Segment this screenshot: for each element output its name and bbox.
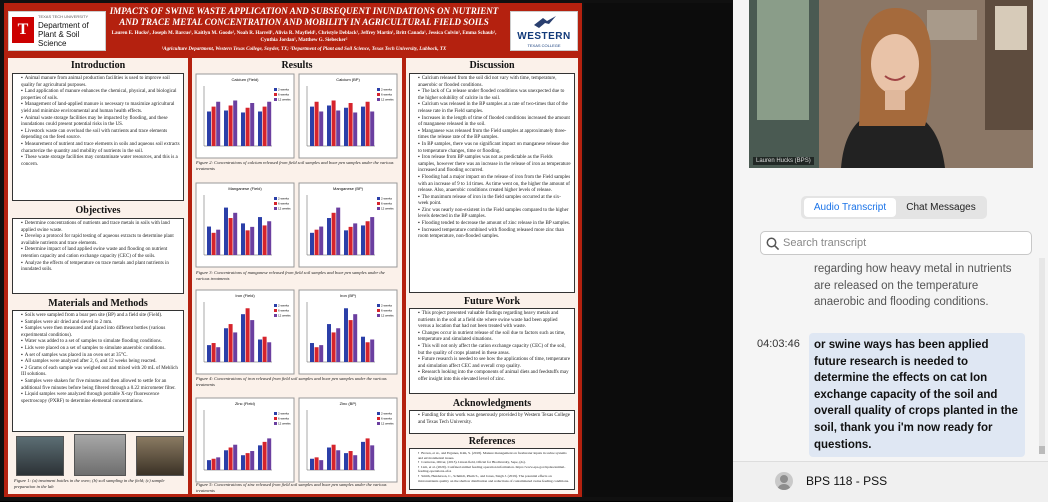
- chart-bar: [361, 337, 365, 362]
- chart-bar: [353, 314, 357, 362]
- figure-2-caption: Figure 2: Concentrations of calcium released from field soil samples and boar pen samples under the various treatments: [196, 160, 394, 171]
- legend-swatch: [274, 93, 277, 96]
- legend-swatch: [377, 98, 380, 101]
- poster-affiliation: ¹Agriculture Department, Western Texas College, Snyder, TX; ²Department of Plant and Soil Science, Texas Tech University, Lubbock, TX: [161, 47, 447, 52]
- chart-bar: [250, 451, 254, 470]
- chart-bar: [349, 103, 353, 146]
- chart-bar: [319, 460, 323, 470]
- chart-bar: [207, 460, 211, 470]
- legend-label: 12 weeks: [278, 97, 291, 102]
- presenter-video: [749, 0, 1033, 168]
- chart-bar: [216, 347, 220, 362]
- legend-label: 6 weeks: [381, 92, 393, 97]
- legend-label: 6 weeks: [381, 308, 393, 313]
- chart-bar: [361, 442, 365, 470]
- bullet-item: ▪ Changes occur in nutrient release of the soil due to factors such as time, temperature and simulated situations.: [418, 331, 571, 344]
- bullet-item: ▪ Water was added to a set of samples to simulate flooding conditions.: [21, 339, 180, 346]
- bar-chart: [299, 74, 397, 158]
- chart-bar: [212, 233, 216, 255]
- bullet-item: ▪ Animal waste storage facilities may be impacted by flooding, and these inundations could present potential risks in the US.: [21, 116, 180, 129]
- chart-bar: [267, 438, 271, 470]
- methods-box: [12, 310, 184, 432]
- bullet-item: ▪ Iron release from BP samples was not as predictable as the Fields samples, however there was an increase in the release of iron as temperature increased and flooding occurred.: [418, 155, 571, 175]
- chart-bar: [263, 225, 267, 255]
- eagle-icon: [533, 15, 557, 29]
- chart-bar: [366, 221, 370, 255]
- bullet-item: ▪ Measurement of nutrient and trace elements in soils and aqueous soil extracts characterize the quantity and mobility of nutrients in the soil.: [21, 142, 180, 155]
- search-transcript-input[interactable]: [760, 231, 1032, 255]
- bullet-item: ▪ The maximum release of iron in the field samples occurred at the six-week point.: [418, 195, 571, 208]
- figure-3-caption: Figure 3: Concentrations of manganese released from field soil samples and boar pen samples under the various treatments: [196, 270, 385, 281]
- legend-swatch: [377, 417, 380, 420]
- chart-bar: [224, 450, 228, 470]
- legend-label: 6 weeks: [381, 201, 393, 206]
- legend-swatch: [377, 412, 380, 415]
- chart-bar: [224, 208, 228, 255]
- panel-tabs: [801, 196, 987, 219]
- chart-bar: [332, 445, 336, 470]
- chart-bar: [353, 455, 357, 470]
- legend-swatch: [274, 412, 277, 415]
- poster-header: [4, 3, 582, 65]
- bullet-item: ▪ In BP samples, there was no significant impact on manganese release due to temperature changes, time or flooding.: [418, 142, 571, 155]
- bullet-item: ▪ Samples were shaken for five minutes and then allowed to settle for an additional five minutes before being filtered through a 0.22 micrometer filter.: [21, 379, 180, 392]
- poster-right-column: [406, 58, 578, 494]
- legend-label: 12 weeks: [278, 421, 291, 426]
- chart-title: Zinc (BP): [339, 401, 357, 406]
- chart-title: Calcium (Field): [231, 77, 259, 82]
- legend-label: 2 weeks: [381, 87, 393, 92]
- legend-swatch: [274, 202, 277, 205]
- chart-bar: [216, 102, 220, 146]
- chart-bar: [267, 221, 271, 255]
- figure-5-caption: Figure 5: Concentrations of zinc released from field soil samples and boar pen samples under the various treatments: [196, 482, 387, 493]
- legend-label: 2 weeks: [381, 411, 393, 416]
- legend-label: 2 weeks: [278, 196, 290, 201]
- legend-label: 12 weeks: [278, 313, 291, 318]
- chart-bar: [263, 107, 267, 146]
- chart-bar: [370, 217, 374, 255]
- chart-bar: [233, 100, 237, 146]
- chart-bar: [310, 343, 314, 362]
- chart-bar: [366, 438, 370, 470]
- bullet-item: ▪ Develop a protocol for rapid testing of aqueous extracts to determine plant available nutrients and trace elements.: [21, 234, 180, 247]
- bullet-item: ▪ Calcium released from the soil did not vary with time, temperature, anaerobic or flooded conditions.: [418, 76, 571, 89]
- video-name-label: Lauren Hucks (BPS): [753, 157, 814, 165]
- bullet-item: ▪ Animal manure from animal production facilities is used to improve soil quality for agricultural purposes.: [21, 76, 180, 89]
- transcript-timestamp[interactable]: 04:03:46: [757, 338, 800, 350]
- chart-bar: [349, 320, 353, 362]
- bullet-item: ▪ Samples were then measured and placed into different bottles (various experimental conditions).: [21, 326, 180, 339]
- chart-title: Manganese (Field): [228, 186, 262, 191]
- chart-bar: [310, 233, 314, 255]
- discussion-heading: Discussion: [469, 60, 515, 71]
- chart-bar: [212, 107, 216, 146]
- bullet-item: ▪ Determine concentrations of nutrients and trace metals in soils with land applied swine waste.: [21, 221, 180, 234]
- bullet-item: ▪ Flooding tended to decrease the amount of zinc release in the BP samples.: [418, 221, 571, 228]
- chart-bar: [336, 208, 340, 255]
- bullet-item: ▪ Funding for this work was generously provided by Western Texas College and Texas Tech University.: [418, 413, 571, 426]
- acknowledgments-heading: Acknowledgments: [452, 398, 532, 409]
- oven-bottles-photo: [16, 436, 64, 476]
- bullet-item: ▪ Contreras, Oliver, (2013). Lituan field, Oficial for Biodiversity, Sepe, (ds).: [418, 460, 571, 465]
- chart-bar: [267, 102, 271, 146]
- chart-bar: [241, 314, 245, 362]
- chart-bar: [212, 459, 216, 470]
- results-heading: Results: [281, 60, 313, 71]
- chart-bar: [258, 445, 262, 470]
- chart-bar: [344, 453, 348, 470]
- bullet-item: ▪ Increases in the length of time of flooded conditions increased the amount of manganese released in the soil.: [418, 116, 571, 129]
- chart-bar: [310, 107, 314, 146]
- references-box: [409, 448, 575, 490]
- bullet-item: ▪ Samples were air dried and sieved to 2 mm.: [21, 320, 180, 327]
- legend-label: 6 weeks: [278, 308, 290, 313]
- bullet-item: ▪ Zinc was nearly non-existent in the Field samples compared to the higher levels detected in the BP samples.: [418, 208, 571, 221]
- bar-chart: [299, 290, 397, 374]
- chart-bar: [216, 230, 220, 255]
- legend-label: 6 weeks: [278, 201, 290, 206]
- chart-bar: [233, 213, 237, 255]
- legend-swatch: [274, 309, 277, 312]
- legend-label: 6 weeks: [381, 416, 393, 421]
- future-work-heading: Future Work: [463, 296, 521, 307]
- chart-bar: [349, 227, 353, 255]
- chart-bar: [315, 347, 319, 362]
- figure-4-caption: Figure 4: Concentrations of iron released from field soil samples and boar pen samples under the various treatments: [196, 376, 387, 387]
- chart-bar: [233, 445, 237, 470]
- legend-swatch: [377, 309, 380, 312]
- transcript-scrollbar[interactable]: [1039, 258, 1045, 454]
- poster-middle-column: [192, 58, 402, 494]
- bullet-item: ▪ 2 Grams of each sample was weighed out and mixed with 20 mL of Mehlich III solutions.: [21, 366, 180, 379]
- objectives-heading: Objectives: [75, 205, 121, 216]
- bullet-item: ▪ This project presented valuable findings regarding heavy metals and nutrients in the soil at a field site where swine waste had been applied versus a location that had not been treated with waste.: [418, 311, 571, 331]
- bar-chart: [196, 290, 294, 374]
- bullet-item: ▪ Management of land-applied manure is necessary to maximize agricultural yield and minimize environmental and human health effects.: [21, 102, 180, 115]
- chart-bar: [250, 227, 254, 255]
- chart-bar: [370, 339, 374, 362]
- bullet-item: ▪ Flooding had a major impact on the release of iron from the Field samples with an increase of 9 to 14 times. As time went on, the higher the amount of release. Also, anaerobic conditions created higher levels of release.: [418, 175, 571, 195]
- chart-title: Iron (Field): [235, 293, 255, 298]
- chart-bar: [207, 345, 211, 362]
- bullet-item: ▪ Determine impact of land applied swine waste and flooding on nutrient retention capacity and cation exchange capacity (CEC) of the soils.: [21, 247, 180, 260]
- bullet-item: ▪ Lim, et al. (2020). Confined animal feeding operation information. https://www.epa.gov/npdes/animal-feeding-operations-afos: [418, 465, 571, 474]
- chart-bar: [336, 450, 340, 470]
- bullet-item: ▪ Lids were placed on a set of samples to simulate anaerobic conditions.: [21, 346, 180, 353]
- chart-bar: [344, 308, 348, 362]
- legend-label: 12 weeks: [381, 97, 394, 102]
- chart-bar: [229, 324, 233, 362]
- chart-bar: [250, 103, 254, 146]
- chart-bar: [361, 107, 365, 146]
- legend-swatch: [274, 207, 277, 210]
- discussion-box: [409, 73, 575, 293]
- chart-bar: [332, 100, 336, 146]
- tab-chat-messages[interactable]: Chat Messages: [906, 202, 976, 213]
- legend-swatch: [274, 314, 277, 317]
- legend-swatch: [274, 98, 277, 101]
- legend-swatch: [377, 314, 380, 317]
- chart-bar: [366, 342, 370, 362]
- participant-name: BPS 118 - PSS: [806, 474, 888, 488]
- bullet-item: ▪ Brown, et al., and Ergunes, Kim, S. (2018). Manure management on freshwater inputs in swine systems and environmental issues.: [418, 451, 571, 460]
- legend-swatch: [377, 202, 380, 205]
- chart-bar: [258, 339, 262, 362]
- bullet-item: ▪ All samples were analyzed after 2, 6, and 12 weeks being reacted.: [21, 359, 180, 366]
- chart-bar: [315, 102, 319, 146]
- chart-bar: [207, 227, 211, 255]
- future-work-box: [409, 308, 575, 394]
- bar-chart: [196, 74, 294, 158]
- bullet-item: ▪ Soils were sampled from a boar pen site (BP) and a field site (Field).: [21, 313, 180, 320]
- chart-bar: [241, 455, 245, 470]
- avatar: [775, 472, 793, 490]
- transcript-previous-segment: regarding how heavy metal in nutrients are released on the temperature anaerobic and flooding conditions.: [814, 263, 1012, 309]
- introduction-heading: Introduction: [70, 60, 126, 71]
- chart-title: Calcium (BP): [336, 77, 360, 82]
- legend-label: 2 weeks: [278, 411, 290, 416]
- legend-swatch: [377, 88, 380, 91]
- bar-chart: [196, 183, 294, 267]
- chart-bar: [263, 442, 267, 470]
- introduction-box: [12, 73, 184, 201]
- chart-bar: [246, 230, 250, 255]
- legend-swatch: [377, 422, 380, 425]
- chart-bar: [246, 453, 250, 470]
- legend-label: 12 weeks: [381, 421, 394, 426]
- presenter-icon: [749, 0, 1033, 168]
- field-sampling-photo: [74, 434, 126, 476]
- chart-bar: [366, 102, 370, 146]
- legend-label: 12 weeks: [381, 206, 394, 211]
- chart-bar: [258, 217, 262, 255]
- research-poster: [4, 3, 582, 497]
- ttu-logo: T TEXAS TECH UNIVERSITY Department of Plant & Soil Science: [8, 11, 106, 51]
- bullet-item: ▪ Land application of manure enhances the chemical, physical, and biological properties of soils.: [21, 89, 180, 102]
- chart-title: Manganese (BP): [332, 186, 364, 191]
- bullet-item: ▪ Research looking into the components of animal diets and feedstuffs may offer insight into this elevated level of zinc.: [418, 370, 571, 383]
- chart-bar: [319, 345, 323, 362]
- bullet-item: ▪ Increased temperature combined with flooding released more zinc than room temperature, non-flooded samples.: [418, 228, 571, 241]
- chart-bar: [315, 230, 319, 255]
- legend-swatch: [274, 422, 277, 425]
- scrollbar-thumb[interactable]: [1039, 446, 1045, 454]
- chart-bar: [361, 225, 365, 255]
- legend-swatch: [377, 93, 380, 96]
- chart-title: Iron (BP): [339, 293, 357, 298]
- chart-bar: [332, 332, 336, 362]
- tab-audio-transcript[interactable]: Audio Transcript: [804, 198, 896, 217]
- chart-bar: [353, 223, 357, 255]
- legend-swatch: [274, 88, 277, 91]
- legend-swatch: [377, 197, 380, 200]
- legend-label: 12 weeks: [278, 206, 291, 211]
- legend-swatch: [377, 207, 380, 210]
- methods-heading: Materials and Methods: [48, 298, 148, 309]
- bullet-item: ▪ Livestock waste can overload the soil with nutrients and trace elements depending on the feed source.: [21, 129, 180, 142]
- bullet-item: ▪ This will not only affect the cation exchange capacity (CEC) of the soil, but the quality of crops planted in these areas.: [418, 344, 571, 357]
- search-placeholder: Search transcript: [783, 237, 867, 249]
- references-heading: References: [468, 436, 516, 447]
- side-panel: [733, 0, 1048, 501]
- chart-bar: [207, 111, 211, 146]
- bar-chart: [196, 398, 294, 482]
- chart-bar: [241, 112, 245, 146]
- bullet-item: ▪ These waste storage facilities may contaminate water resources, and this is a concern.: [21, 155, 180, 168]
- chart-bar: [332, 213, 336, 255]
- bullet-item: ▪ A set of samples was placed in an oven set at 35°C.: [21, 353, 180, 360]
- poster-authors: Lauren E. Hucks¹, Joseph M. Barcus¹, Kaitlyn M. Goode¹, Noah R. Harrell¹, Alivia R. Mayfield¹, Christyle Deblack¹, Jeffrey Martin¹, Britt Canada¹, Jessica Colvin¹, Emma Schaub¹, Cynthia Jordan¹, Matthew G. Siebecker²: [111, 31, 497, 43]
- chart-bar: [315, 457, 319, 470]
- chart-bar: [327, 324, 331, 362]
- participant-footer: [733, 461, 1048, 502]
- legend-label: 6 weeks: [278, 416, 290, 421]
- legend-label: 2 weeks: [278, 303, 290, 308]
- chart-bar: [349, 451, 353, 470]
- chart-bar: [212, 343, 216, 362]
- legend-label: 2 weeks: [381, 196, 393, 201]
- legend-swatch: [274, 197, 277, 200]
- bullet-item: ▪ The lack of Ca release under flooded conditions was unexpected due to the higher solubility of calcite in the soil.: [418, 89, 571, 102]
- objectives-box: [12, 218, 184, 294]
- bullet-item: ▪ Liquid samples were analyzed through portable X-ray fluorescence spectroscopy (PXRF) to determine elemental concentrations.: [21, 392, 180, 405]
- chart-bar: [263, 337, 267, 362]
- chart-bar: [353, 112, 357, 146]
- chart-bar: [344, 108, 348, 146]
- chart-bar: [336, 328, 340, 362]
- chart-bar: [229, 105, 233, 146]
- bullet-item: ▪ Analyze the effects of temperature on trace metals and plant nutrients in inundated soils.: [21, 261, 180, 274]
- chart-bar: [370, 445, 374, 470]
- chart-bar: [344, 230, 348, 255]
- chart-bar: [233, 332, 237, 362]
- figure-1-caption: Figure 1: (a) treatment bottles in the oven; (b) soil sampling in the field; (c) sample preparation in the lab: [14, 478, 165, 489]
- bar-chart: [299, 398, 397, 482]
- chart-bar: [327, 218, 331, 255]
- bullet-item: ▪ Manganese was released from the Field samples at approximately three-times the release rate of the BP samples.: [418, 129, 571, 142]
- chart-bar: [250, 320, 254, 362]
- chart-bar: [224, 328, 228, 362]
- chart-bar: [216, 457, 220, 470]
- legend-swatch: [274, 304, 277, 307]
- lab-preparation-photo: [136, 436, 184, 476]
- poster-title: IMPACTS OF SWINE WASTE APPLICATION AND SUBSEQUENT INUNDATIONS ON NUTRIENT AND TRACE METAL CONCENTRATION AND MOBILITY IN AGRICULTURAL FIELD SOILS: [109, 6, 499, 27]
- legend-label: 6 weeks: [278, 92, 290, 97]
- chart-bar: [327, 105, 331, 146]
- chart-bar: [246, 308, 250, 362]
- bullet-item: ▪ Smith, Henderson, C., Schmidt, Pham S., and Jones, Singh J. (2019). The potential effects on micronutrients quality on the shallow distribution and reductions of contaminated swine feeding conditions.: [418, 474, 571, 483]
- legend-swatch: [274, 417, 277, 420]
- chart-bar: [241, 223, 245, 255]
- chart-bar: [319, 111, 323, 146]
- bar-chart: [299, 183, 397, 267]
- legend-label: 2 weeks: [381, 303, 393, 308]
- chart-bar: [310, 459, 314, 470]
- chart-bar: [327, 447, 331, 470]
- transcript-current-segment: or swine ways has been applied future research is needed to determine the effects on cat Ion exchange capacity of the soil and overall quality of crops planted in the soil, thank you i'm now ready for questions.: [809, 333, 1025, 457]
- chart-bar: [229, 218, 233, 255]
- chart-bar: [267, 342, 271, 362]
- chart-bar: [258, 111, 262, 146]
- acknowledgments-box: [409, 410, 575, 434]
- bullet-item: ▪ Calcium was released in the BP samples at a rate of two-times that of the release rate in the Field samples.: [418, 102, 571, 115]
- presentation-margin: [584, 3, 732, 497]
- bullet-item: ▪ Future research is needed to see how the applications of time, temperature and simulation affect CEC and overall crop quality.: [418, 357, 571, 370]
- chart-bar: [370, 111, 374, 146]
- western-texas-college-logo: WESTERN TEXAS COLLEGE: [510, 11, 578, 51]
- legend-label: 12 weeks: [381, 313, 394, 318]
- poster-left-column: [8, 58, 188, 494]
- search-icon: [766, 237, 780, 251]
- chart-bar: [229, 447, 233, 470]
- chart-title: Zinc (Field): [234, 401, 256, 406]
- legend-label: 2 weeks: [278, 87, 290, 92]
- chart-bar: [336, 111, 340, 146]
- legend-swatch: [377, 304, 380, 307]
- chart-bar: [319, 227, 323, 255]
- chart-bar: [246, 108, 250, 146]
- chart-bar: [224, 111, 228, 146]
